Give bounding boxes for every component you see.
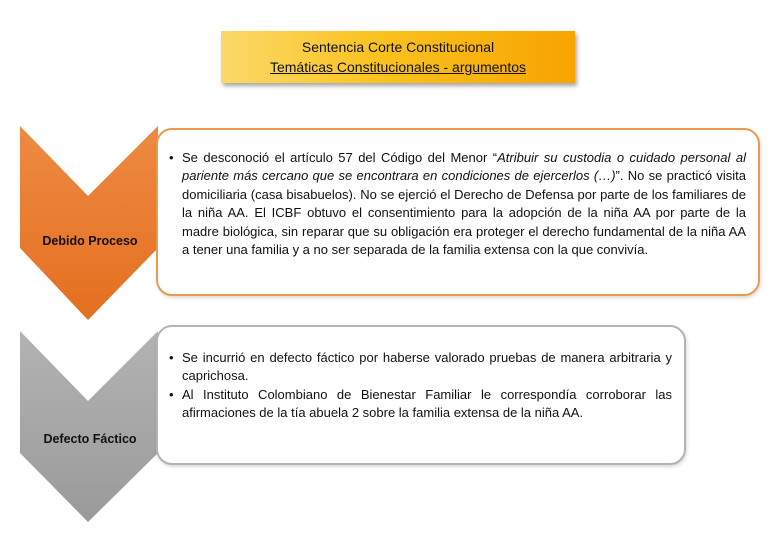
chevron-orange-shape <box>0 124 160 322</box>
chevron-defecto-factico <box>0 329 160 524</box>
page-title: Sentencia Corte Constitucional <box>301 39 495 55</box>
chevron-gray-shape <box>0 329 160 524</box>
list-item: • Se incurrió en defecto fáctico por haberse valorado pruebas de manera arbitraria y caprichosa. <box>182 349 672 386</box>
bullet-quote: Atribuir su custodia o cuidado personal al pariente más cercano que se encontrara en condiciones de ejercerlos (…) <box>182 150 746 184</box>
chevron-debido-proceso <box>0 124 160 322</box>
page-subtitle: Temáticas Constitucionales - argumentos <box>269 59 526 75</box>
panel-defecto-factico <box>156 325 686 465</box>
section-label-defecto-factico: Defecto Fáctico <box>43 432 137 446</box>
section-label-debido-proceso: Debido Proceso <box>42 234 138 248</box>
list-item <box>182 149 746 259</box>
bullet-list <box>182 149 746 259</box>
bullet-list <box>182 349 672 423</box>
title-box <box>221 31 575 83</box>
panel-debido-proceso <box>156 128 760 296</box>
list-item: • Al Instituto Colombiano de Bienestar Familiar le correspondía corroborar las afirmaciones de la tía abuela 2 sobre la familia extensa de la niña AA. <box>182 386 672 423</box>
bullet-text: ”. No se practicó visita domiciliaria (casa bisabuelos). No se ejerció el Derecho de Defensa por parte de los familiares de la niña AA. El ICBF obtuvo el consentimiento para la adopción de la niña AA por parte de la madre biológica, sin reparar que su obligación era proteger el derecho fundamental de la niña AA a tener una familia y a no ser separada de la familia extensa con la que convivía. <box>182 168 746 258</box>
bullet-text: Se desconoció el artículo 57 del Código del Menor “ <box>182 150 498 165</box>
